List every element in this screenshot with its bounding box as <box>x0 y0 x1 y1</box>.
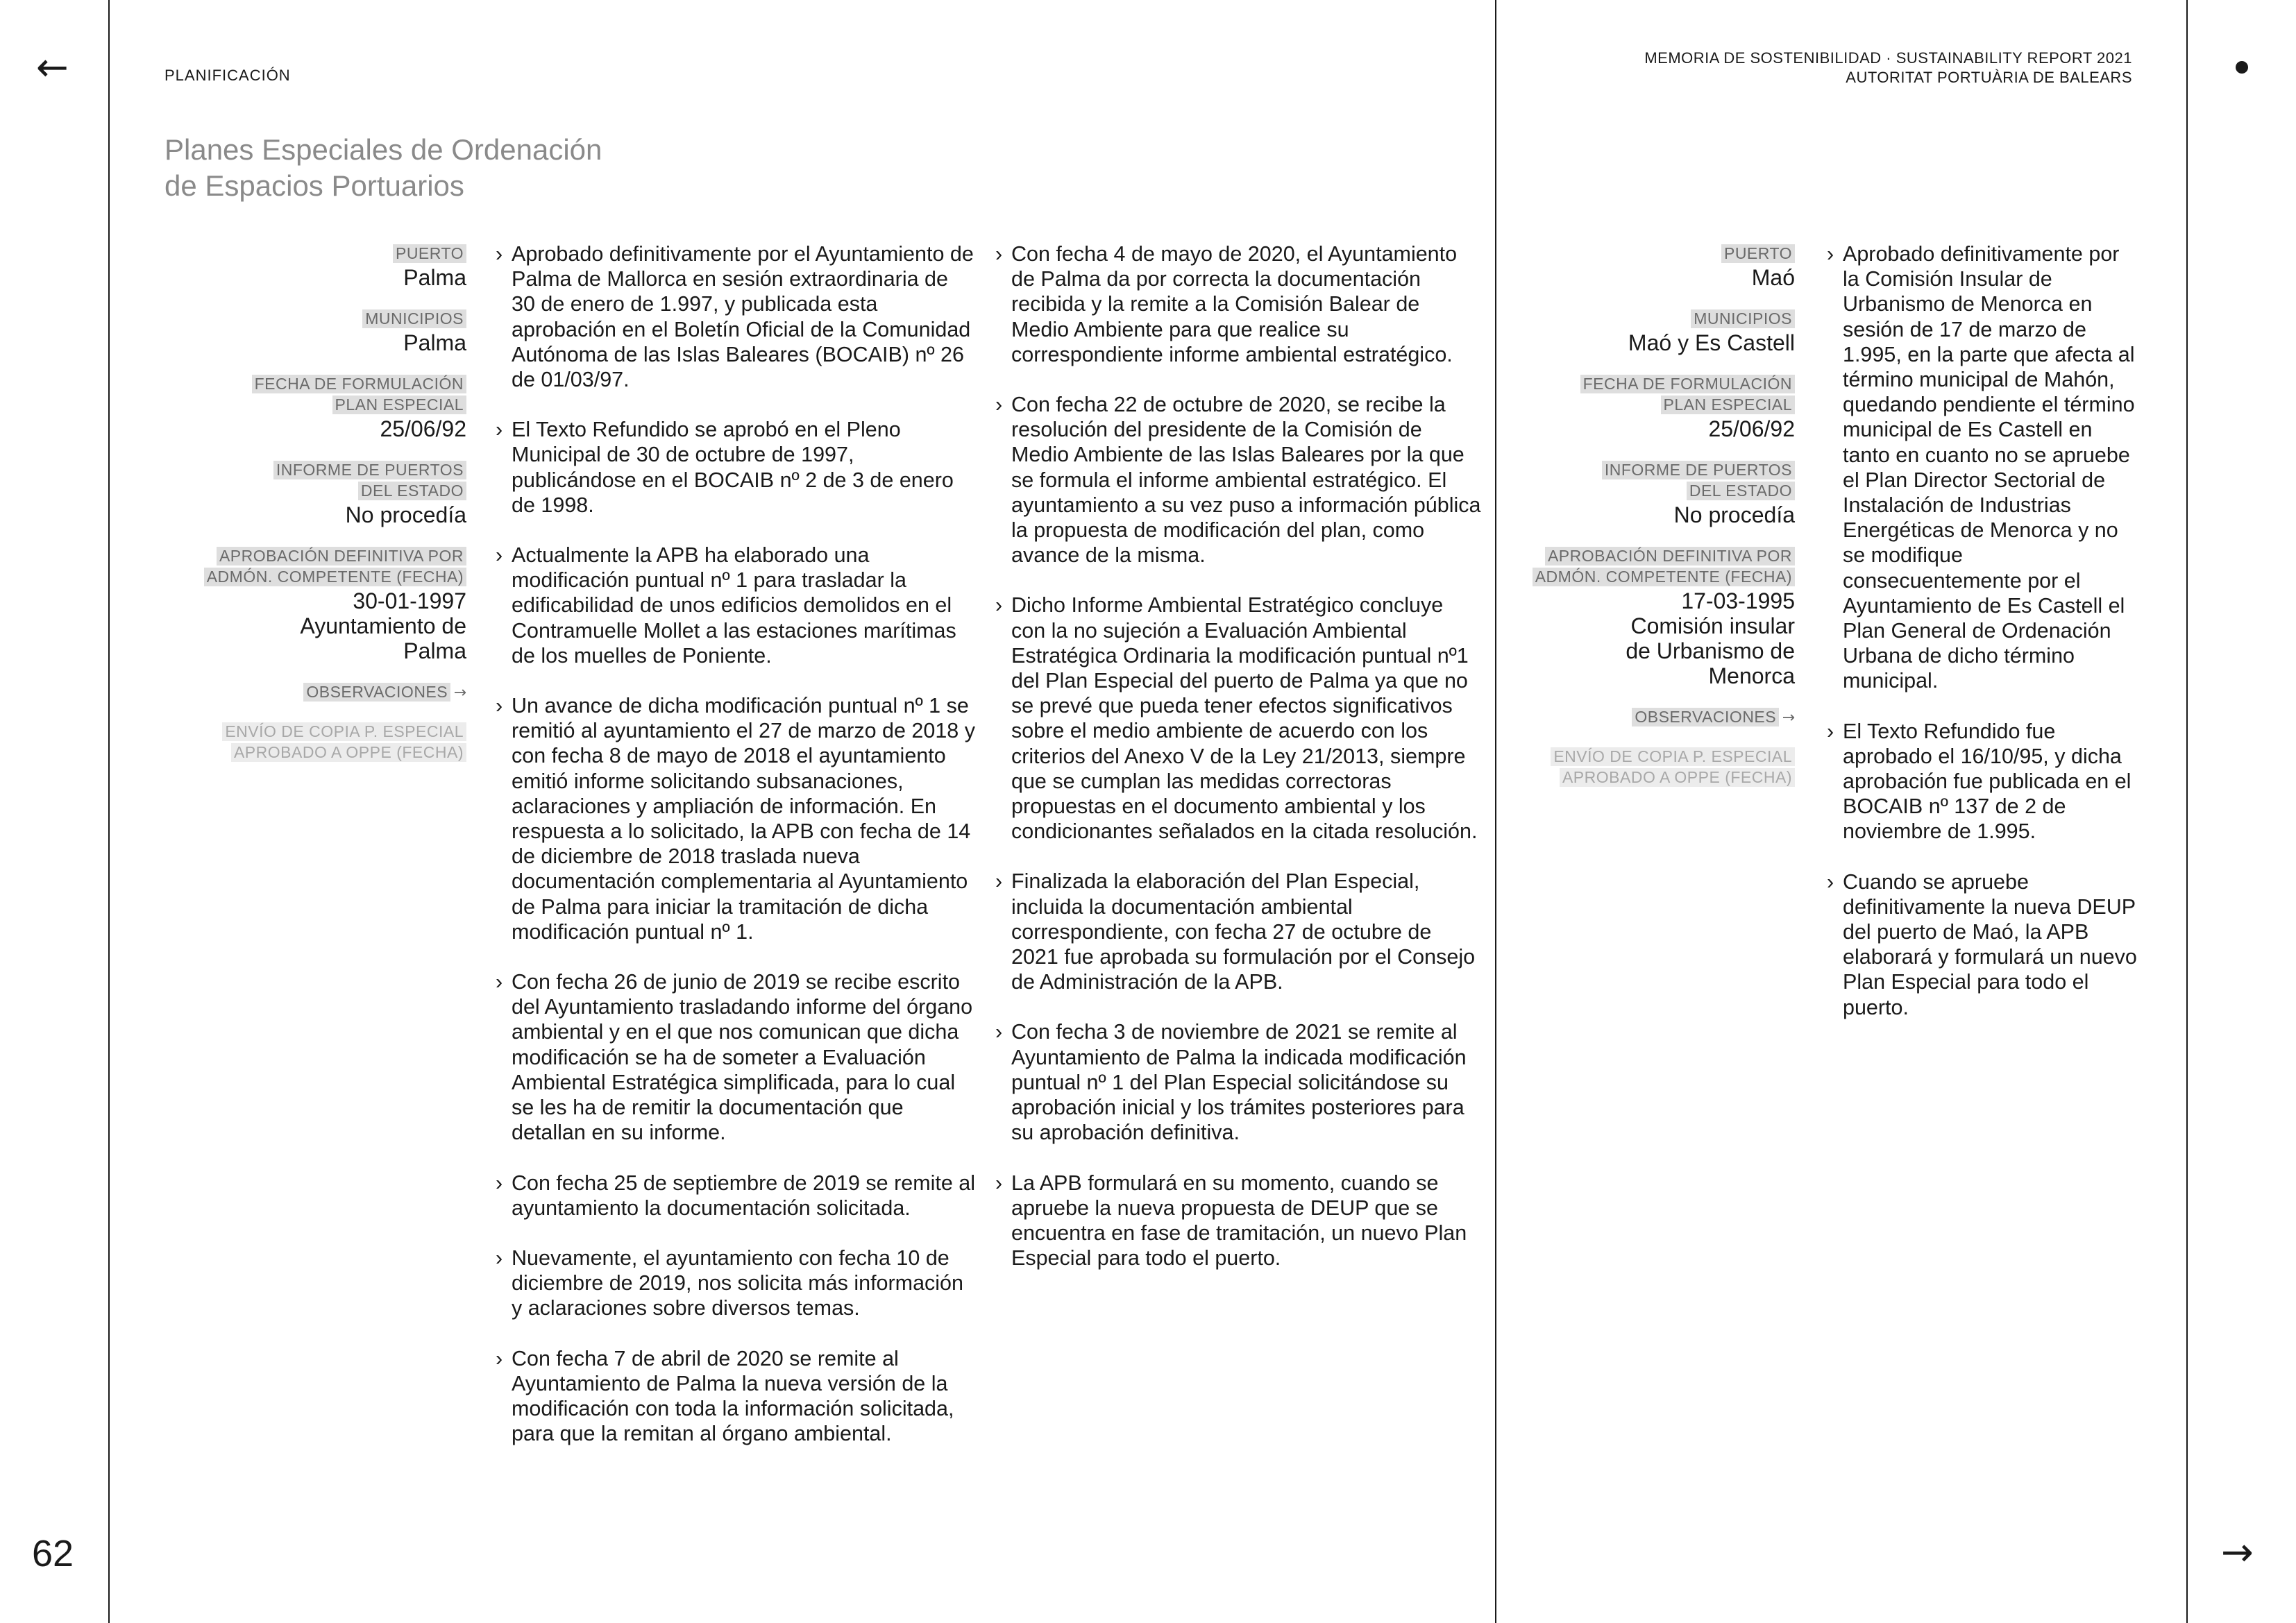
mao-puerto-value: Maó <box>1751 265 1795 290</box>
mao-fecha-field <box>1492 375 1795 441</box>
aprobacion-label-line-2: ADMÓN. COMPETENTE (FECHA) <box>1533 568 1795 586</box>
mao-fecha-value: 25/06/92 <box>1708 416 1795 441</box>
mao-informe-field <box>1492 461 1795 527</box>
observaciones-label[interactable]: OBSERVACIONES <box>303 683 450 702</box>
fecha-label-line-2: PLAN ESPECIAL <box>1661 396 1795 414</box>
mao-municipios-field <box>1492 309 1795 355</box>
palma-informe-value: No procedía <box>345 502 466 527</box>
fecha-label-line-1: FECHA DE FORMULACIÓN <box>252 375 466 393</box>
list-item: › Un avance de dicha modificación puntual nº 1 se remitió al ayuntamiento el 27 de marzo de 2018 y con fecha 8 de mayo de 2018 el ayuntamiento emitió informe solicitando subsanaciones, aclaraciones y ampliación de información. En respuesta a lo solicitado, la APB con fecha de 14 de diciembre de 2018 traslada nueva documentación complementaria al Ayuntamiento de Palma para iniciar la tramitación de dicha modificación puntual nº 1. <box>496 693 976 944</box>
envio-label-line-2: APROBADO A OPPE (FECHA) <box>1560 768 1795 787</box>
arrow-left-icon[interactable]: ← <box>36 45 69 90</box>
page-title-line-2: de Espacios Portuarios <box>164 169 464 202</box>
envio-label-line-1: ENVÍO DE COPIA P. ESPECIAL <box>1551 747 1795 766</box>
page-title-line-1: Planes Especiales de Ordenación <box>164 133 602 166</box>
municipios-label: MUNICIPIOS <box>362 309 466 328</box>
page-title <box>164 132 602 204</box>
aprobacion-label-line-2: ADMÓN. COMPETENTE (FECHA) <box>204 568 466 586</box>
palma-puerto-value: Palma <box>403 265 466 290</box>
mao-text-column <box>1827 241 2139 1045</box>
palma-aprobacion-value-2: Ayuntamiento de <box>300 613 466 638</box>
mao-aprobacion-value-1: 17-03-1995 <box>1681 588 1795 613</box>
municipios-label: MUNICIPIOS <box>1691 309 1795 328</box>
report-title: MEMORIA DE SOSTENIBILIDAD · SUSTAINABILITY REPORT 2021 <box>1644 49 2132 67</box>
informe-label-line-1: INFORME DE PUERTOS <box>1602 461 1795 479</box>
list-item: › Con fecha 22 de octubre de 2020, se recibe la resolución del presidente de la Comisión de Medio Ambiente de las Islas Baleares por la que se formula el informe ambiental estratégico. El ayuntamiento a su vez puso a información pública la propuesta de modificación del plan, como avance de la misma. <box>995 392 1481 568</box>
mao-aprobacion-value-4: Menorca <box>1708 663 1795 688</box>
list-item: › Con fecha 26 de junio de 2019 se recibe escrito del Ayuntamiento trasladando informe del órgano ambiental y en el que nos comunican que dicha modificación se ha de someter a Evaluación Ambiental Estratégica simplificada, para lo cual se les ha de remitir la documentación que detallan en su informe. <box>496 969 976 1145</box>
list-item: › Nuevamente, el ayuntamiento con fecha 10 de diciembre de 2019, nos solicita más información y aclaraciones sobre diversos temas. <box>496 1246 976 1321</box>
palma-text-column-2 <box>995 241 1481 1295</box>
mao-aprobacion-value-2: Comisión insular <box>1630 613 1795 638</box>
mao-municipios-value: Maó y Es Castell <box>1628 330 1795 355</box>
page-number: 62 <box>32 1533 74 1574</box>
aprobacion-label-line-1: APROBACIÓN DEFINITIVA POR <box>217 547 466 566</box>
list-item: › El Texto Refundido fue aprobado el 16/10/95, y dicha aprobación fue publicada en el BOCAIB nº 137 de 2 de noviembre de 1.995. <box>1827 719 2139 844</box>
palma-aprobacion-value-1: 30-01-1997 <box>353 588 466 613</box>
palma-text-column-1 <box>496 241 976 1471</box>
list-item: › Con fecha 7 de abril de 2020 se remite al Ayuntamiento de Palma la nueva versión de la modificación con toda la información solicitada, para que la remitan al órgano ambiental. <box>496 1346 976 1447</box>
arrow-right-small-icon[interactable]: → <box>453 684 466 702</box>
envio-label-line-1: ENVÍO DE COPIA P. ESPECIAL <box>222 722 466 741</box>
mao-puerto-field <box>1492 244 1795 290</box>
palma-municipios-value: Palma <box>403 330 466 355</box>
observaciones-label[interactable]: OBSERVACIONES <box>1632 708 1779 726</box>
palma-fecha-field <box>164 375 466 441</box>
puerto-label: PUERTO <box>1721 244 1795 263</box>
list-item: › Aprobado definitivamente por el Ayuntamiento de Palma de Mallorca en sesión extraordinaria de 30 de enero de 1.997, y publicada esta aprobación en el Boletín Oficial de la Comunidad Autónoma de las Islas Baleares (BOCAIB) nº 26 de 01/03/97. <box>496 241 976 392</box>
section-label: PLANIFICACIÓN <box>164 67 291 84</box>
informe-label-line-1: INFORME DE PUERTOS <box>273 461 466 479</box>
mao-informe-value: No procedía <box>1673 502 1795 527</box>
list-item: › La APB formulará en su momento, cuando se apruebe la nueva propuesta de DEUP que se encuentra en fase de tramitación, un nuevo Plan Especial para todo el puerto. <box>995 1171 1481 1271</box>
aprobacion-label-line-1: APROBACIÓN DEFINITIVA POR <box>1545 547 1795 566</box>
informe-label-line-2: DEL ESTADO <box>358 482 466 500</box>
list-item: › Dicho Informe Ambiental Estratégico concluye con la no sujeción a Evaluación Ambiental Estratégica Ordinaria la modificación puntual nº1 del Plan Especial del puerto de Palma ya que no se prevé que pueda tener efectos significativos sobre el medio ambiente de acuerdo con los criterios del Anexo V de la Ley 21/2013, siempre que se cumplan las medidas correctoras propuestas en el documento ambiental y los condicionantes señalados en la citada resolución. <box>995 593 1481 844</box>
list-item: › El Texto Refundido se aprobó en el Pleno Municipal de 30 de octubre de 1997, publicándose en el BOCAIB nº 2 de 3 de enero de 1998. <box>496 417 976 518</box>
mao-aprobacion-field <box>1492 547 1795 688</box>
puerto-label: PUERTO <box>393 244 466 263</box>
fecha-label-line-1: FECHA DE FORMULACIÓN <box>1580 375 1795 393</box>
list-item: › Con fecha 4 de mayo de 2020, el Ayuntamiento de Palma da por correcta la documentación recibida y la remite a la Comisión Balear de Medio Ambiente para que realice su correspondiente informe ambiental estratégico. <box>995 241 1481 367</box>
mao-envio-field <box>1492 747 1795 789</box>
report-header <box>1644 49 2132 87</box>
list-item: › Cuando se apruebe definitivamente la nueva DEUP del puerto de Maó, la APB elaborará y formulará un nuevo Plan Especial para todo el puerto. <box>1827 869 2139 1020</box>
left-border-line <box>108 0 110 1623</box>
page-divider-line <box>1495 0 1496 1623</box>
palma-municipios-field <box>164 309 466 355</box>
arrow-right-icon[interactable]: → <box>2221 1530 2254 1575</box>
palma-informe-field <box>164 461 466 527</box>
report-organization: AUTORITAT PORTUÀRIA DE BALEARS <box>1846 69 2132 86</box>
list-item: › Aprobado definitivamente por la Comisión Insular de Urbanismo de Menorca en sesión de 17 de marzo de 1.995, en la parte que afecta al término municipal de Mahón, quedando pendiente el término municipal de Es Castell en tanto en cuanto no se apruebe el Plan Director Sectorial de Instalación de Industrias Energéticas de Menorca y no se modifique consecuentemente por el Ayuntamiento de Es Castell el Plan General de Ordenación Urbana de dicho término municipal. <box>1827 241 2139 694</box>
list-item: › Con fecha 25 de septiembre de 2019 se remite al ayuntamiento la documentación solicitada. <box>496 1171 976 1221</box>
palma-metadata <box>164 244 466 783</box>
palma-envio-field <box>164 722 466 764</box>
bullet-dot-icon <box>2236 61 2248 74</box>
list-item: › Actualmente la APB ha elaborado una modificación puntual nº 1 para trasladar la edificabilidad de unos edificios demolidos en el Contramuelle Mollet a las estaciones marítimas de los muelles de Poniente. <box>496 543 976 668</box>
list-item: › Finalizada la elaboración del Plan Especial, incluida la documentación ambiental correspondiente, con fecha 27 de octubre de 2021 fue aprobada su formulación por el Consejo de Administración de la APB. <box>995 869 1481 994</box>
mao-aprobacion-value-3: de Urbanismo de <box>1626 638 1795 663</box>
palma-aprobacion-value-3: Palma <box>403 638 466 663</box>
envio-label-line-2: APROBADO A OPPE (FECHA) <box>231 743 466 762</box>
palma-aprobacion-field <box>164 547 466 663</box>
list-item: › Con fecha 3 de noviembre de 2021 se remite al Ayuntamiento de Palma la indicada modificación puntual nº 1 del Plan Especial solicitándose su aprobación inicial y los trámites posteriores para su aprobación definitiva. <box>995 1019 1481 1145</box>
mao-metadata <box>1492 244 1795 808</box>
informe-label-line-2: DEL ESTADO <box>1687 482 1795 500</box>
arrow-right-small-icon[interactable]: → <box>1782 709 1795 726</box>
mao-observaciones-field[interactable] <box>1492 708 1795 726</box>
palma-puerto-field <box>164 244 466 290</box>
right-border-line <box>2186 0 2188 1623</box>
palma-fecha-value: 25/06/92 <box>380 416 466 441</box>
palma-observaciones-field[interactable] <box>164 683 466 702</box>
fecha-label-line-2: PLAN ESPECIAL <box>332 396 466 414</box>
